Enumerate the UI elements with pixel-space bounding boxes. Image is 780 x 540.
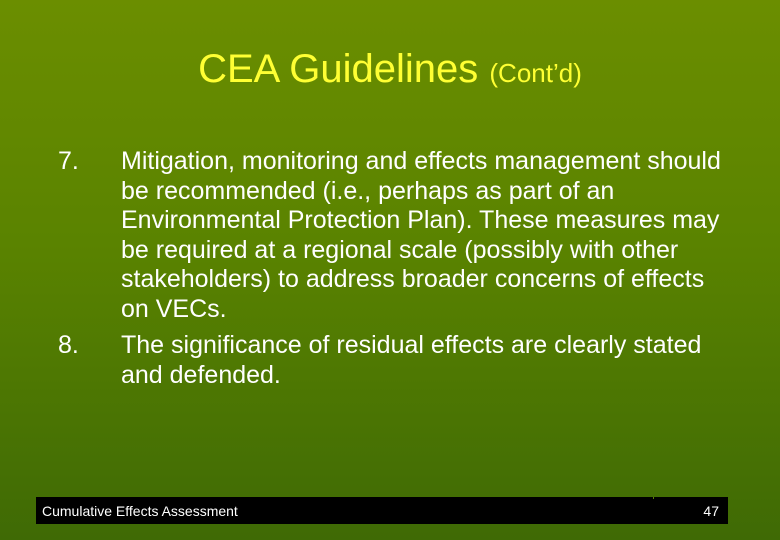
list-item: [58, 331, 738, 390]
list-item-text: Mitigation, monitoring and effects management should be recommended (i.e., perhaps as part of an Environmental Protection Plan). These measures may be required at a regional scale (possibly with other stakeholders) to address broader concerns of effects on VECs.: [121, 147, 721, 323]
page-number: 47: [703, 503, 719, 519]
slide-title: [0, 44, 780, 98]
footer-bar: [36, 497, 728, 524]
list-item-number: 7.: [58, 147, 79, 175]
slide-title-main: CEA Guidelines: [198, 47, 479, 91]
numbered-list: [58, 147, 738, 390]
list-item-text: The significance of residual effects are clearly stated and defended.: [121, 331, 702, 389]
footer-divider: [653, 497, 654, 499]
footer-title: Cumulative Effects Assessment: [42, 503, 238, 519]
list-item: [58, 147, 738, 324]
slide-title-sub: (Cont’d): [489, 58, 582, 88]
list-item-number: 8.: [58, 331, 79, 359]
